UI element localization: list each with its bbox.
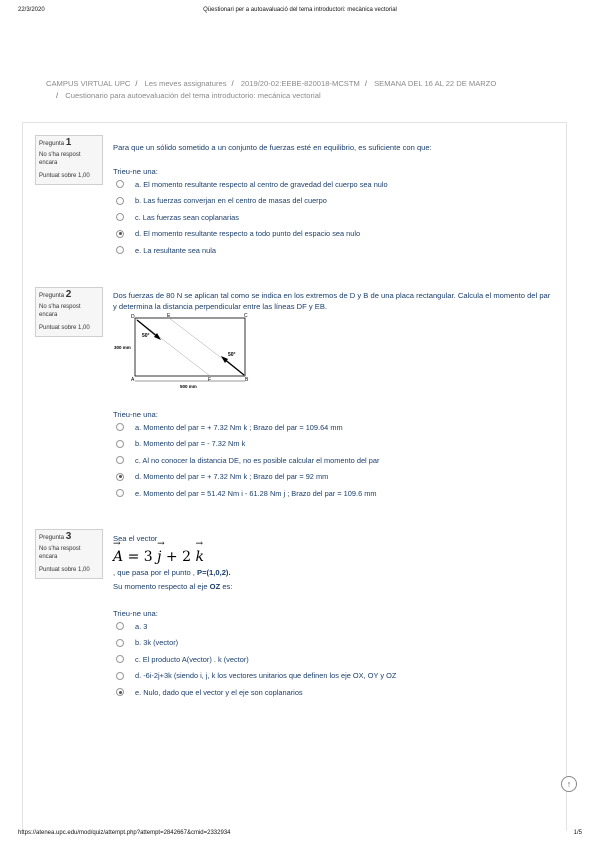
answer-text: b. 3k (vector) (135, 638, 179, 648)
point-value: P=(1,0,2). (197, 568, 231, 577)
point-text: , que pasa por el punto , (113, 568, 198, 577)
answer-text: c. Las fuerzas sean coplanarias (135, 212, 239, 222)
question-number: 3 (65, 531, 72, 542)
radio-button-selected[interactable] (116, 230, 124, 238)
breadcrumb-separator: / (364, 79, 367, 88)
moment-pre: Su momento respecto al eje (113, 582, 210, 591)
breadcrumb-separator: / (231, 79, 234, 88)
answer-list (116, 176, 556, 259)
unit-k: → k (195, 549, 203, 565)
radio-button[interactable] (116, 440, 124, 448)
answer-option[interactable] (116, 226, 556, 243)
answer-option[interactable] (116, 209, 556, 226)
answer-text: b. Momento del par = - 7.32 Nm k (135, 439, 246, 449)
radio-button[interactable] (116, 197, 124, 205)
quiz-content (22, 122, 567, 831)
arrow-up-circle-icon[interactable]: ↑ (561, 776, 577, 792)
question-text: Para que un sólido sometido a un conjunto de fuerzas esté en equilibrio, es suficiente con que: (113, 143, 432, 152)
question-label: Pregunta (39, 292, 65, 299)
print-url: https://atenea.upc.edu/mod/quiz/attempt.php?attempt=2842667&cmid=2332934 (18, 830, 231, 836)
question-1 (23, 123, 566, 273)
answer-option[interactable] (116, 452, 556, 469)
question-2 (23, 275, 566, 515)
point-f: F (208, 377, 212, 383)
width-label: 500 mm (180, 384, 197, 389)
point-c: C (244, 313, 248, 319)
question-grade: Puntuat sobre 1,00 (39, 172, 90, 179)
print-title: Qüestionari per a autoavaluació del tema introductori: mecànica vectorial (203, 7, 397, 13)
height-label: 300 mm (114, 345, 131, 350)
question-number: 2 (65, 289, 72, 300)
radio-button[interactable] (116, 423, 124, 431)
radio-button[interactable] (116, 180, 124, 188)
answer-text: c. El producto A(vector) . k (vector) (135, 654, 249, 664)
angle-top-label: 50° (142, 333, 150, 339)
question-moment (113, 581, 553, 592)
vector-plus: + 2 (165, 549, 192, 565)
unit-j: → j (157, 549, 161, 565)
breadcrumb-my-courses[interactable]: Les meves assignatures (144, 79, 227, 88)
answer-option[interactable] (116, 668, 556, 685)
point-e: E (167, 313, 171, 319)
answer-text: a. El momento resultante respecto al centro de gravedad del cuerpo sea nulo (135, 179, 388, 189)
point-d: D (131, 314, 135, 320)
question-info (35, 135, 103, 185)
question-intro: Sea el vector (113, 534, 158, 543)
question-text: Dos fuerzas de 80 N se aplican tal como se indica en los extremos de D y B de una placa rectangular. Calcula el momento del par y determina la distancia perpendicular entre las líneas DF y EB. (113, 291, 551, 311)
answer-list (116, 618, 556, 701)
answer-text: b. Las fuerzas converjan en el centro de masas del cuerpo (135, 196, 327, 206)
breadcrumb-course[interactable]: 2019/20-02:EEBE-820018-MCSTM (240, 79, 360, 88)
radio-button[interactable] (116, 213, 124, 221)
radio-button[interactable] (116, 655, 124, 663)
answer-option[interactable] (116, 618, 556, 635)
question-number: 1 (65, 137, 72, 148)
breadcrumb-separator: / (135, 79, 138, 88)
moment-post: es: (220, 582, 233, 591)
answer-prompt: Trieu-ne una: (113, 167, 158, 176)
point-b: B (245, 377, 249, 383)
point-a: A (131, 377, 135, 383)
question-point (113, 567, 553, 578)
radio-button[interactable] (116, 672, 124, 680)
question-state: No s'ha respost encara (39, 303, 81, 318)
breadcrumb-quiz[interactable]: Cuestionario para autoevaluación del tema introductorio: mecánica vectorial (65, 91, 321, 100)
radio-button-selected[interactable] (116, 688, 124, 696)
question-state: No s'ha respost encara (39, 151, 81, 166)
breadcrumb (46, 78, 546, 102)
print-date: 22/3/2020 (18, 7, 45, 13)
moment-axis: OZ (209, 582, 221, 591)
breadcrumb-home[interactable]: CAMPUS VIRTUAL UPC (46, 79, 131, 88)
answer-text: c. Al no conocer la distancia DE, no es posible calcular el momento del par (135, 455, 380, 465)
breadcrumb-week[interactable]: SEMANA DEL 16 AL 22 DE MARZO (374, 79, 497, 88)
line-df (135, 318, 210, 376)
answer-option[interactable] (116, 419, 556, 436)
answer-text: d. Momento del par = + 7.32 Nm k ; Brazo del par = 92 mm (135, 472, 329, 482)
answer-option[interactable] (116, 176, 556, 193)
question-label: Pregunta (39, 534, 65, 541)
print-header (18, 7, 582, 19)
radio-button[interactable] (116, 639, 124, 647)
breadcrumb-separator: / (56, 91, 59, 100)
answer-option[interactable] (116, 436, 556, 453)
answer-option[interactable] (116, 242, 556, 259)
vector-eq: = 3 (127, 549, 153, 565)
answer-text: e. La resultante sea nula (135, 245, 216, 255)
question-info (35, 287, 103, 337)
answer-text: a. 3 (135, 621, 148, 631)
answer-text: d. -6i-2j+3k (siendo i, j, k los vectores unitarios que definen los eje OX, OY y OZ (135, 671, 397, 681)
answer-prompt: Trieu-ne una: (113, 609, 158, 618)
answer-option[interactable] (116, 485, 556, 502)
answer-option[interactable] (116, 635, 556, 652)
answer-option[interactable] (116, 684, 556, 701)
radio-button-selected[interactable] (116, 473, 124, 481)
radio-button[interactable] (116, 489, 124, 497)
vector-a: → A (113, 549, 123, 565)
vector-equation (113, 549, 204, 565)
answer-option[interactable] (116, 469, 556, 486)
question-info (35, 529, 103, 579)
answer-option[interactable] (116, 651, 556, 668)
angle-bottom-label: 50° (228, 352, 236, 358)
plate-rectangle (135, 318, 245, 376)
answer-option[interactable] (116, 193, 556, 210)
radio-button[interactable] (116, 622, 124, 630)
question-grade: Puntuat sobre 1,00 (39, 324, 90, 331)
plate-figure (113, 313, 253, 393)
answer-prompt: Trieu-ne una: (113, 410, 158, 419)
answer-list (116, 419, 556, 502)
answer-text: a. Momento del par = + 7.32 Nm k ; Brazo del par = 109.64 mm (135, 422, 343, 432)
answer-text: e. Momento del par = 51.42 Nm i - 61.28 Nm j ; Brazo del par = 109.6 mm (135, 488, 377, 498)
question-3 (23, 517, 566, 717)
answer-text: e. Nulo, dado que el vector y el eje son coplanarios (135, 687, 303, 697)
question-state: No s'ha respost encara (39, 545, 81, 560)
print-page-number: 1/5 (573, 830, 582, 836)
radio-button[interactable] (116, 456, 124, 464)
radio-button[interactable] (116, 246, 124, 254)
answer-text: d. El momento resultante respecto a todo punto del espacio sea nulo (135, 229, 361, 239)
question-label: Pregunta (39, 140, 65, 147)
question-grade: Puntuat sobre 1,00 (39, 566, 90, 573)
